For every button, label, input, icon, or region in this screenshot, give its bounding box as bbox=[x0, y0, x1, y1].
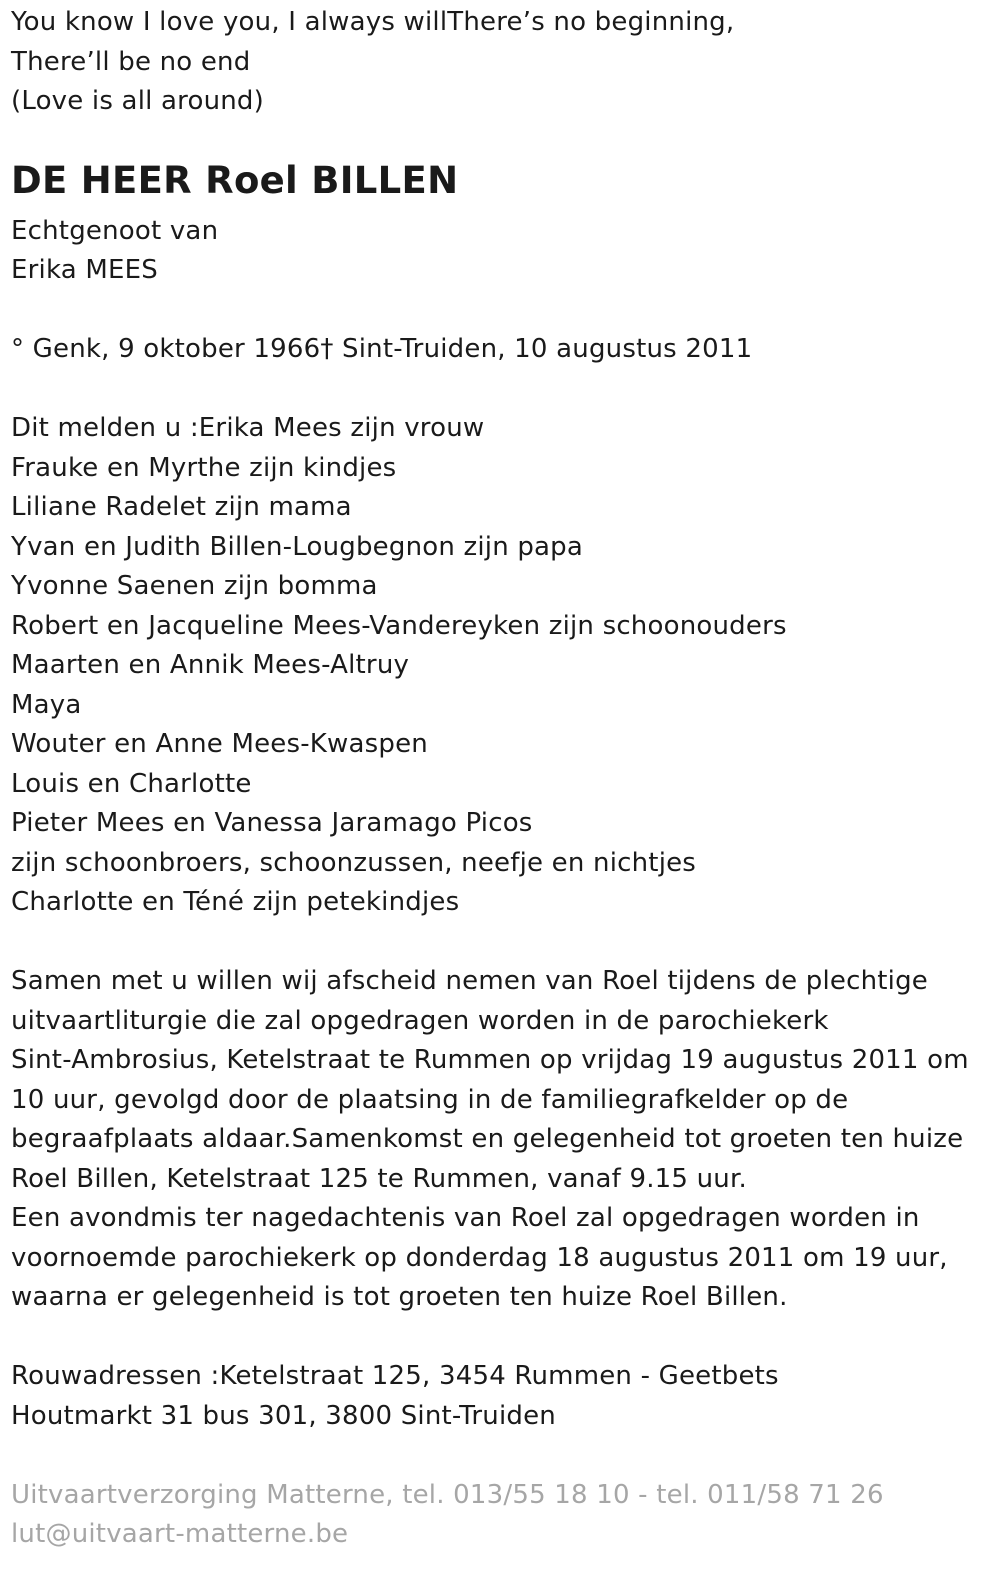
family-line: Charlotte en Téné zijn petekindjes bbox=[11, 887, 460, 917]
family-line: Yvan en Judith Billen-Lougbegnon zijn papa bbox=[11, 531, 584, 562]
funeral-home-footer bbox=[11, 1476, 1000, 1555]
address-line: Houtmarkt 31 bus 301, 3800 Sint-Truiden bbox=[11, 1400, 556, 1431]
page-title: DE HEER Roel BILLEN bbox=[11, 158, 459, 202]
spacer bbox=[11, 370, 1000, 410]
family-line: Pieter Mees en Vanessa Jaramago Picos bbox=[11, 808, 533, 838]
spouse-line: Echtgenoot van bbox=[11, 215, 219, 246]
family-line: Wouter en Anne Mees-Kwaspen bbox=[11, 729, 428, 759]
ceremony-section bbox=[11, 962, 1000, 1318]
poem-line: There’ll be no end bbox=[11, 46, 251, 77]
birth-death-dates: ° Genk, 9 oktober 1966† Sint-Truiden, 10 augustus 2011 bbox=[11, 334, 753, 364]
ceremony-line: voornoemde parochiekerk op donderdag 18 augustus 2011 om 19 uur, bbox=[11, 1242, 948, 1273]
spacer bbox=[11, 1318, 1000, 1358]
ceremony-line: Roel Billen, Ketelstraat 125 te Rummen, vanaf 9.15 uur. bbox=[11, 1163, 747, 1194]
family-line: Maya bbox=[11, 689, 82, 720]
family-line: zijn schoonbroers, schoonzussen, neefje en nichtjes bbox=[11, 847, 697, 878]
poem-section bbox=[11, 3, 1000, 122]
spouse-section bbox=[11, 212, 1000, 291]
spacer bbox=[11, 291, 1000, 331]
poem-line: You know I love you, I always willThere’s no beginning, bbox=[11, 7, 735, 37]
ceremony-line: uitvaartliturgie die zal opgedragen worden in de parochiekerk bbox=[11, 1005, 829, 1036]
spacer bbox=[11, 1436, 1000, 1476]
family-line: Frauke en Myrthe zijn kindjes bbox=[11, 452, 397, 483]
family-line: Liliane Radelet zijn mama bbox=[11, 492, 352, 522]
spouse-line: Erika MEES bbox=[11, 255, 158, 285]
spacer bbox=[11, 923, 1000, 963]
funeral-home-email: lut@uitvaart-matterne.be bbox=[11, 1519, 349, 1549]
funeral-home-contact: Uitvaartverzorging Matterne, tel. 013/55 18 10 - tel. 011/58 71 26 bbox=[11, 1479, 884, 1510]
ceremony-line: 10 uur, gevolgd door de plaatsing in de familiegrafkelder op de bbox=[11, 1084, 849, 1115]
family-line: Maarten en Annik Mees-Altruy bbox=[11, 650, 410, 680]
family-section bbox=[11, 409, 1000, 923]
addresses-section bbox=[11, 1357, 1000, 1436]
ceremony-line: Samen met u willen wij afscheid nemen van Roel tijdens de plechtige bbox=[11, 966, 928, 996]
ceremony-line: begraafplaats aldaar.Samenkomst en gelegenheid tot groeten ten huize bbox=[11, 1124, 964, 1154]
poem-line: (Love is all around) bbox=[11, 86, 264, 116]
ceremony-line: waarna er gelegenheid is tot groeten ten huize Roel Billen. bbox=[11, 1282, 788, 1312]
ceremony-line: Een avondmis ter nagedachtenis van Roel zal opgedragen worden in bbox=[11, 1203, 920, 1233]
family-line: Robert en Jacqueline Mees-Vandereyken zijn schoonouders bbox=[11, 610, 787, 641]
family-line: Dit melden u :Erika Mees zijn vrouw bbox=[11, 413, 485, 443]
family-line: Yvonne Saenen zijn bomma bbox=[11, 571, 378, 601]
family-line: Louis en Charlotte bbox=[11, 768, 252, 799]
address-line: Rouwadressen :Ketelstraat 125, 3454 Rummen - Geetbets bbox=[11, 1361, 779, 1391]
ceremony-line: Sint-Ambrosius, Ketelstraat te Rummen op vrijdag 19 augustus 2011 om bbox=[11, 1045, 969, 1075]
